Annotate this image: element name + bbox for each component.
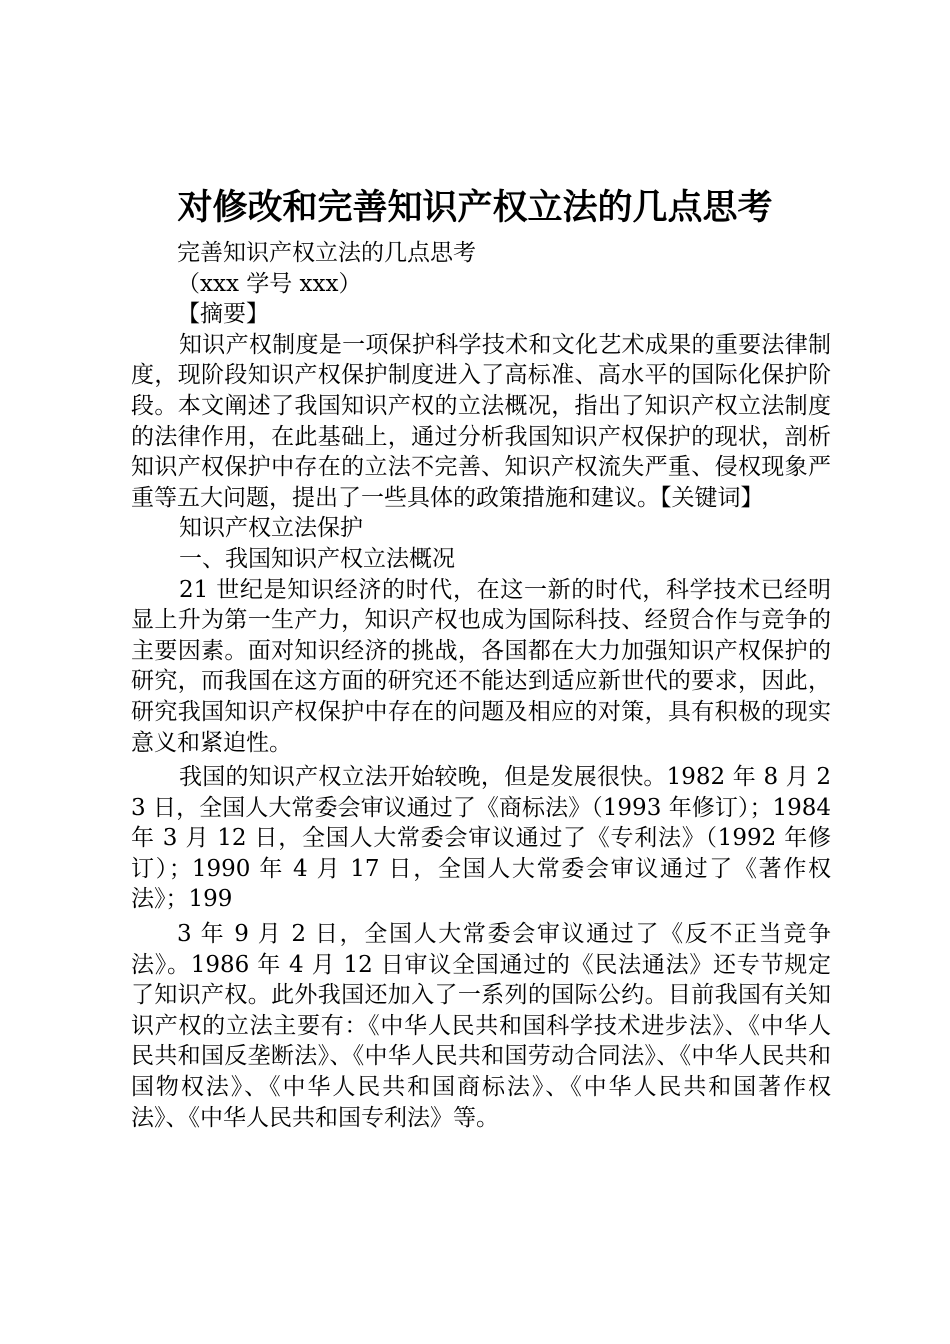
document-body xyxy=(131,238,831,1133)
document-title: 对修改和完善知识产权立法的几点思考 xyxy=(177,188,773,228)
paragraph-1: 21 世纪是知识经济的时代，在这一新的时代，科学技术已经明显上升为第一生产力，知识产权也成为国际科技、经贸合作与竞争的主要因素。面对知识经济的挑战，各国都在大力加强知识产权保护的研究，而我国在这方面的研究还不能达到适应新世代的要求，因此，研究我国知识产权保护中存在的问题及相应的对策，具有积极的现实意义和紧迫性。 xyxy=(131,576,831,756)
paragraph-2: 我国的知识产权立法开始较晚，但是发展很快。1982 年 8 月 23 日，全国人大常委会审议通过了《商标法》（1993 年修订）；1984 年 3 月 12 日，全国人大常委会审议通过了《专利法》（1992 年修订）；1990 年 4 月 17 日，全国人大常委会审议通过了《著作权法》；199 xyxy=(131,764,831,913)
keywords-line: 知识产权立法保护 xyxy=(179,515,363,542)
abstract-heading: 【摘要】 xyxy=(177,301,269,328)
abstract-paragraph: 知识产权制度是一项保护科学技术和文化艺术成果的重要法律制度，现阶段知识产权保护制度进入了高标准、高水平的国际化保护阶段。本文阐述了我国知识产权的立法概况，指出了知识产权立法制度的法律作用，在此基础上，通过分析我国知识产权保护的现状，剖析知识产权保护中存在的立法不完善、知识产权流失严重、侵权现象严重等五大问题，提出了一些具体的政策措施和建议。【关键词】 xyxy=(131,331,831,511)
author-line: （xxx 学号 xxx） xyxy=(177,270,362,297)
subtitle: 完善知识产权立法的几点思考 xyxy=(177,240,476,266)
section-heading: 一、我国知识产权立法概况 xyxy=(179,545,455,572)
paragraph-3: 3 年 9 月 2 日，全国人大常委会审议通过了《反不正当竞争法》。1986 年 4 月 12 日审议全国通过的《民法通法》还专节规定了知识产权。此外我国还加入了一系列的国际公约。目前我国有关知识产权的立法主要有：《中华人民共和国科学技术进步法》、《中华人民共和国反垄断法》、《中华人民共和国劳动合同法》、《中华人民共和国物权法》、《中华人民共和国商标法》、《中华人民共和国著作权法》、《中华人民共和国专利法》等。 xyxy=(131,921,831,1131)
